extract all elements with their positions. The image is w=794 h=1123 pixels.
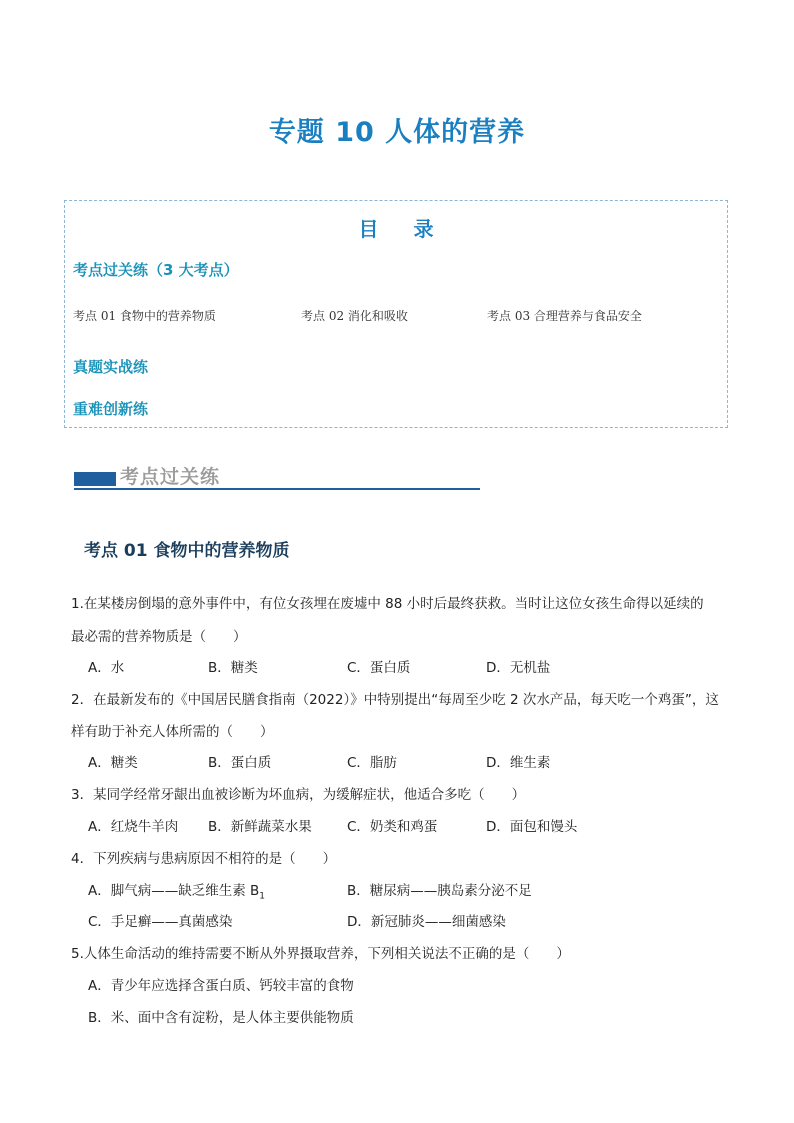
question-3-option-c[interactable]: C．奶类和鸡蛋 bbox=[347, 819, 438, 835]
banner-block-decoration bbox=[74, 472, 116, 486]
toc-item-point-03[interactable]: 考点 03 合理营养与食品安全 bbox=[487, 309, 642, 323]
question-2-line-2: 样有助于补充人体所需的（ ） bbox=[71, 724, 274, 740]
question-3-option-d[interactable]: D．面包和馒头 bbox=[486, 819, 578, 835]
question-1-line-1: 1.在某楼房倒塌的意外事件中，有位女孩埋在废墟中 88 小时后最终获救。当时让这位女孩生命得以延续的 bbox=[71, 596, 704, 612]
toc-section-real-exam[interactable]: 真题实战练 bbox=[73, 358, 149, 376]
toc-item-point-02[interactable]: 考点 02 消化和吸收 bbox=[301, 309, 408, 323]
question-4-line-1: 4．下列疾病与患病原因不相符的是（ ） bbox=[71, 851, 337, 867]
question-4-option-a-text: A．脚气病——缺乏维生素 B bbox=[88, 883, 260, 899]
subscript: 1 bbox=[259, 891, 266, 902]
question-1-option-d[interactable]: D．无机盐 bbox=[486, 660, 551, 676]
question-2-option-c[interactable]: C．脂肪 bbox=[347, 755, 397, 771]
question-2-option-a[interactable]: A．糖类 bbox=[88, 755, 138, 771]
page-title: 专题 10 人体的营养 bbox=[268, 117, 526, 148]
table-of-contents bbox=[64, 200, 728, 428]
question-5-option-a[interactable]: A．青少年应选择含蛋白质、钙较丰富的食物 bbox=[88, 978, 354, 994]
question-2-line-1: 2．在最新发布的《中国居民膳食指南（2022）》中特别提出“每周至少吃 2 次水产品，每天吃一个鸡蛋”，这 bbox=[71, 692, 719, 708]
question-1-option-c[interactable]: C．蛋白质 bbox=[347, 660, 411, 676]
question-5-line-1: 5.人体生命活动的维持需要不断从外界摄取营养，下列相关说法不正确的是（ ） bbox=[71, 946, 570, 962]
question-4-option-d[interactable]: D．新冠肺炎——细菌感染 bbox=[347, 914, 506, 930]
question-4-option-a[interactable] bbox=[88, 879, 265, 902]
question-3-line-1: 3．某同学经常牙龈出血被诊断为坏血病，为缓解症状，他适合多吃（ ） bbox=[71, 787, 526, 803]
question-4-option-b[interactable]: B．糖尿病——胰岛素分泌不足 bbox=[347, 883, 532, 899]
question-3-option-b[interactable]: B．新鲜蔬菜水果 bbox=[208, 819, 312, 835]
point-title: 考点 01 食物中的营养物质 bbox=[84, 541, 290, 561]
question-1-option-b[interactable]: B．糖类 bbox=[208, 660, 258, 676]
toc-heading: 目 录 bbox=[358, 217, 448, 241]
question-3-option-a[interactable]: A．红烧牛羊肉 bbox=[88, 819, 179, 835]
toc-section-practice[interactable]: 考点过关练（3 大考点） bbox=[73, 261, 239, 279]
question-4-option-c[interactable]: C．手足癣——真菌感染 bbox=[88, 914, 233, 930]
question-1-option-a[interactable]: A．水 bbox=[88, 660, 125, 676]
banner-title: 考点过关练 bbox=[120, 466, 221, 488]
question-2-option-b[interactable]: B．蛋白质 bbox=[208, 755, 272, 771]
section-banner bbox=[74, 462, 480, 490]
question-2-option-d[interactable]: D．维生素 bbox=[486, 755, 551, 771]
question-1-line-2: 最必需的营养物质是（ ） bbox=[71, 629, 247, 645]
toc-item-point-01[interactable]: 考点 01 食物中的营养物质 bbox=[73, 309, 216, 323]
toc-section-innovation[interactable]: 重难创新练 bbox=[73, 400, 149, 418]
question-5-option-b[interactable]: B．米、面中含有淀粉，是人体主要供能物质 bbox=[88, 1010, 354, 1026]
